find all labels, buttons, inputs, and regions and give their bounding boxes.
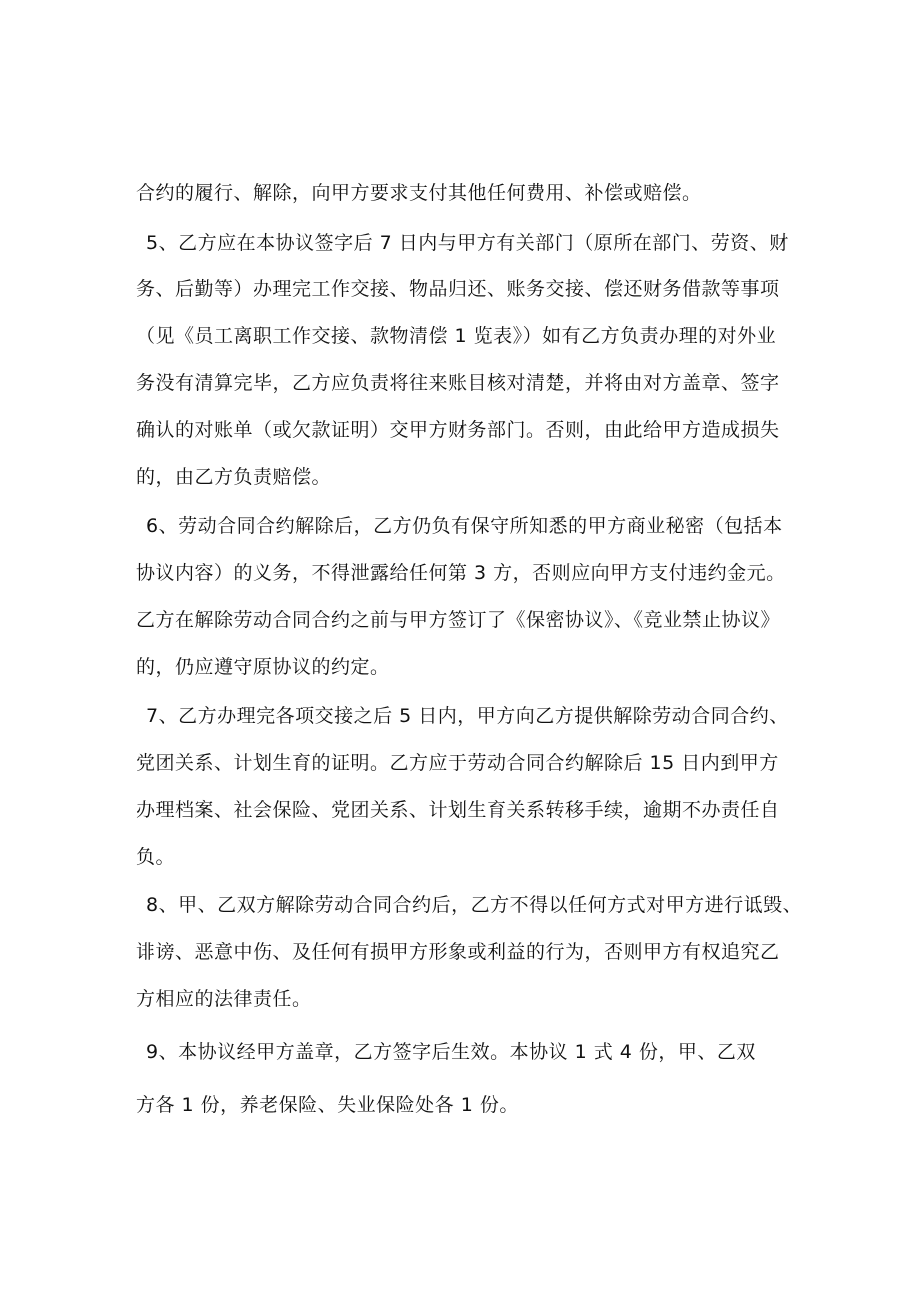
text-line: 方相应的法律责任。 (136, 988, 312, 1010)
text-line: 务、后勤等）办理完工作交接、物品归还、账务交接、偿还财务借款等事项 (136, 278, 780, 300)
clause-6-line: 6、劳动合同合约解除后，乙方仍负有保守所知悉的甲方商业秘密（包括本 (146, 515, 783, 537)
text-line: （见《员工离职工作交接、款物清偿 1 览表》）如有乙方负责办理的对外业 (136, 325, 777, 347)
clause-9-line: 9、本协议经甲方盖章，乙方签字后生效。本协议 1 式 4 份，甲、乙双 (146, 1041, 756, 1063)
text-line: 确认的对账单（或欠款证明）交甲方财务部门。否则，由此给甲方造成损失 (136, 419, 780, 441)
text-line: 方各 1 份，养老保险、失业保险处各 1 份。 (136, 1094, 519, 1116)
clause-5-line: 5、乙方应在本协议签字后 7 日内与甲方有关部门（原所在部门、劳资、财 (146, 232, 789, 254)
text-line: 协议内容）的义务，不得泄露给任何第 3 方，否则应向甲方支付违约金元。 (136, 562, 786, 584)
clause-7-line: 7、乙方办理完各项交接之后 5 日内，甲方向乙方提供解除劳动合同合约、 (146, 705, 789, 727)
text-line: 党团关系、计划生育的证明。乙方应于劳动合同合约解除后 15 日内到甲方 (136, 752, 779, 774)
text-line: 负。 (136, 846, 176, 868)
text-line: 的，仍应遵守原协议的约定。 (136, 656, 390, 678)
text-line: 诽谤、恶意中伤、及任何有损甲方形象或利益的行为，否则甲方有权追究乙 (136, 941, 780, 963)
clause-8-line: 8、甲、乙双方解除劳动合同合约后，乙方不得以任何方式对甲方进行诋毁、 (146, 894, 803, 916)
text-line: 乙方在解除劳动合同合约之前与甲方签订了《保密协议》、《竞业禁止协议》 (136, 609, 781, 631)
text-line: 的，由乙方负责赔偿。 (136, 466, 332, 488)
text-line: 合约的履行、解除，向甲方要求支付其他任何费用、补偿或赔偿。 (136, 182, 702, 204)
text-line: 办理档案、社会保险、党团关系、计划生育关系转移手续，逾期不办责任自 (136, 799, 780, 821)
text-line: 务没有清算完毕，乙方应负责将往来账目核对清楚，并将由对方盖章、签字 (136, 372, 780, 394)
